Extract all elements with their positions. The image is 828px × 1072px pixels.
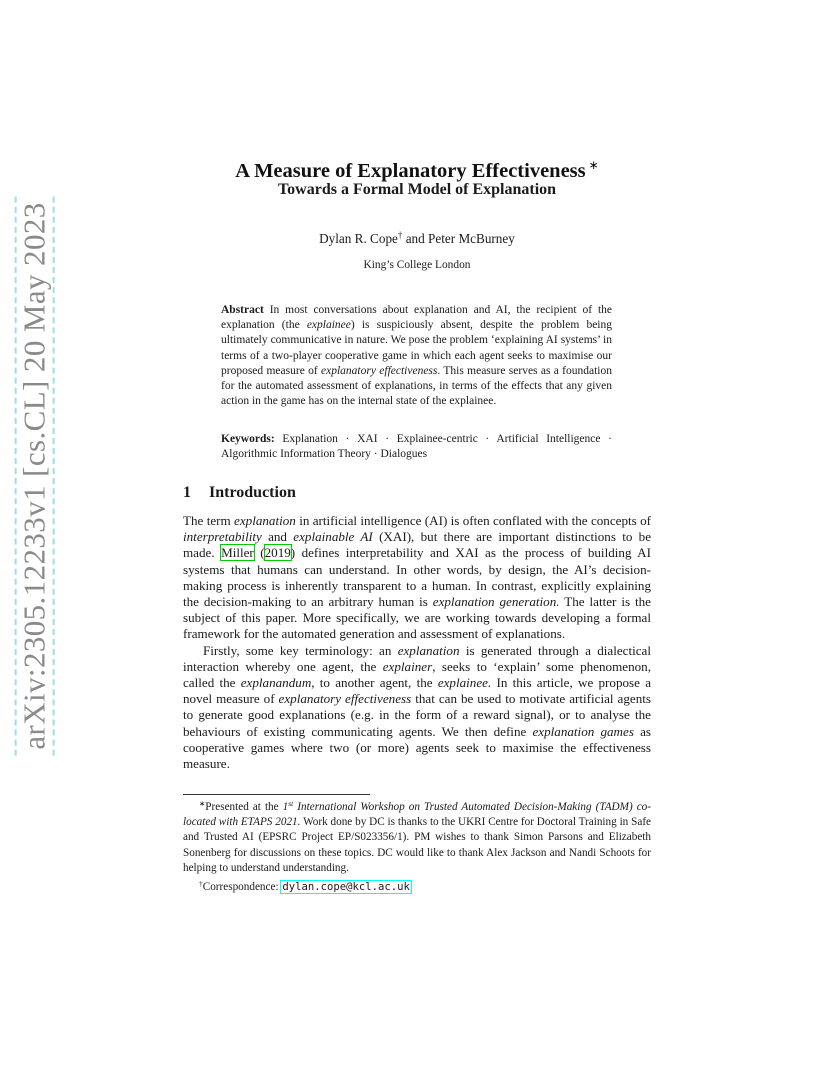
abstract-emphasis: explainee <box>306 319 351 332</box>
paragraph-text: that can be used to motivate artificial agents to generate good explanations (e.g. in the form of a reward signal), or to analyse the behaviours of existing communicating agents. We then define <box>183 691 651 739</box>
paragraph-text: (XAI), but there are important distinctions to be made. <box>183 529 652 561</box>
footnote-text: Work done by DC is thanks to the UKRI Centre for Doctoral Training in Safe and Trusted AI (EPSRC Project EP/S023356/1). PM wishes to thank Simon Parsons and Elizabeth Sonenberg for discussions on these topics. DC would like to thank Alex Jackson and Nandi Schoots for helping to understand understanding. <box>183 816 652 874</box>
footnote <box>183 796 651 876</box>
citation-link-year[interactable]: 2019 <box>264 545 291 561</box>
emphasis-text: interpretability <box>183 529 262 545</box>
emphasis-text: explanatory effectiveness <box>278 691 412 707</box>
paragraph-text: in artificial intelligence (AI) is often conflated with the concepts of <box>295 513 651 528</box>
footnote <box>183 876 651 895</box>
emphasis-text: explanation games <box>532 723 634 739</box>
emphasis-text: explanation <box>234 513 296 528</box>
paragraph <box>183 513 651 643</box>
emphasis-text: explainable AI <box>293 529 373 545</box>
footnote-divider <box>183 794 370 795</box>
paragraph-text: , seeks to ‘explain’ some phenomenon, called the <box>183 658 651 691</box>
ordinal-suffix: st <box>288 799 294 808</box>
emphasis-text: explanation <box>397 642 460 658</box>
paper-subtitle: Towards a Formal Model of Explanation <box>277 181 557 198</box>
emphasis-text: explainer <box>382 658 433 674</box>
footnote-text: Correspondence: <box>202 881 282 894</box>
emphasis-text: explainee. <box>437 675 492 691</box>
footnote-emphasis: International Workshop on Trusted Automated Decision-Making (TADM) co-located with ETAPS 2021. <box>183 801 651 829</box>
emphasis-text: explanandum <box>240 675 312 691</box>
emphasis-text: explanation generation. <box>432 594 560 610</box>
paper-title <box>183 153 651 183</box>
paragraph-text: , to another agent, the <box>311 675 438 691</box>
citation-link-author[interactable]: Miller <box>221 545 254 561</box>
abstract-emphasis: explanatory effectiveness <box>321 364 438 377</box>
footnote-text: Presented at the <box>205 801 283 813</box>
arxiv-identifier-text: arXiv:2305.12233v1 [cs.CL] 20 May 2023 <box>15 196 55 755</box>
paragraph-text: ) defines interpretability and XAI as the process of building AI systems that humans can understand. In other words, by design, the AI’s decision-making process is inherently transparent to a human. In contrast, explicitly explaining the decision-making to an arbitrary human is <box>183 545 652 610</box>
section-number: 1 <box>183 484 191 501</box>
author-list <box>183 230 651 247</box>
abstract-label: Abstract <box>221 304 264 316</box>
arxiv-identifier-stamp <box>15 202 55 750</box>
paragraph-text: ( <box>253 545 265 561</box>
paragraph-text: In this article, we propose a novel measure of <box>183 675 652 707</box>
paragraph-text: The latter is the subject of this paper. More specifically, we are working towards developing a formal framework for the automated generation and assessment of explanations. <box>183 594 651 642</box>
affiliation: King’s College London <box>363 259 471 271</box>
abstract-text: ) is suspiciously absent, despite the problem being ultimately communicative in nature. We pose the problem ‘explaining AI systems’ in terms of a two-player cooperative game in which each agent seeks to maximise our proposed measure of <box>221 319 612 377</box>
paragraph-text: and <box>261 529 294 545</box>
author-footnote-mark[interactable]: † <box>397 230 403 240</box>
section-heading <box>183 484 651 502</box>
author-name: Dylan R. Cope <box>319 231 398 246</box>
abstract-text: . This measure serves as a foundation for the automated assessment of explanations, in terms of the effects that any given action in the game has on the internal state of the explainee. <box>221 364 612 408</box>
author-name: Peter McBurney <box>428 231 515 246</box>
abstract <box>221 303 612 409</box>
footnote-mark: ∗ <box>199 799 206 808</box>
footnote-emphasis: 1 <box>282 801 289 813</box>
paragraph-text: is generated through a dialectical interaction whereby one agent, the <box>183 642 651 674</box>
footnotes <box>183 796 651 895</box>
author-conjunction: and <box>402 231 429 246</box>
abstract-text: In most conversations about explanation and AI, the recipient of the explanation (the <box>221 304 612 332</box>
body-text <box>183 513 651 772</box>
paragraph-text: The term <box>183 513 235 528</box>
paragraph-text: as cooperative games where two (or more) agents seek to maximise the effectiveness measure. <box>183 723 651 772</box>
title-footnote-mark[interactable]: ∗ <box>588 158 599 172</box>
paragraph <box>183 643 651 773</box>
keywords <box>221 432 612 462</box>
paragraph-text: Firstly, some key terminology: an <box>203 642 398 658</box>
section-title: Introduction <box>209 484 296 501</box>
footnote-mark: † <box>199 879 203 889</box>
keywords-label: Keywords: <box>221 433 275 445</box>
paper-title-text: A Measure of Explanatory Effectiveness <box>235 160 586 182</box>
email-link[interactable]: dylan.cope@kcl.ac.uk <box>282 881 410 894</box>
keywords-list: Explanation · XAI · Explainee-centric · Artificial Intelligence · Algorithmic Information Theory · Dialogues <box>221 433 612 461</box>
